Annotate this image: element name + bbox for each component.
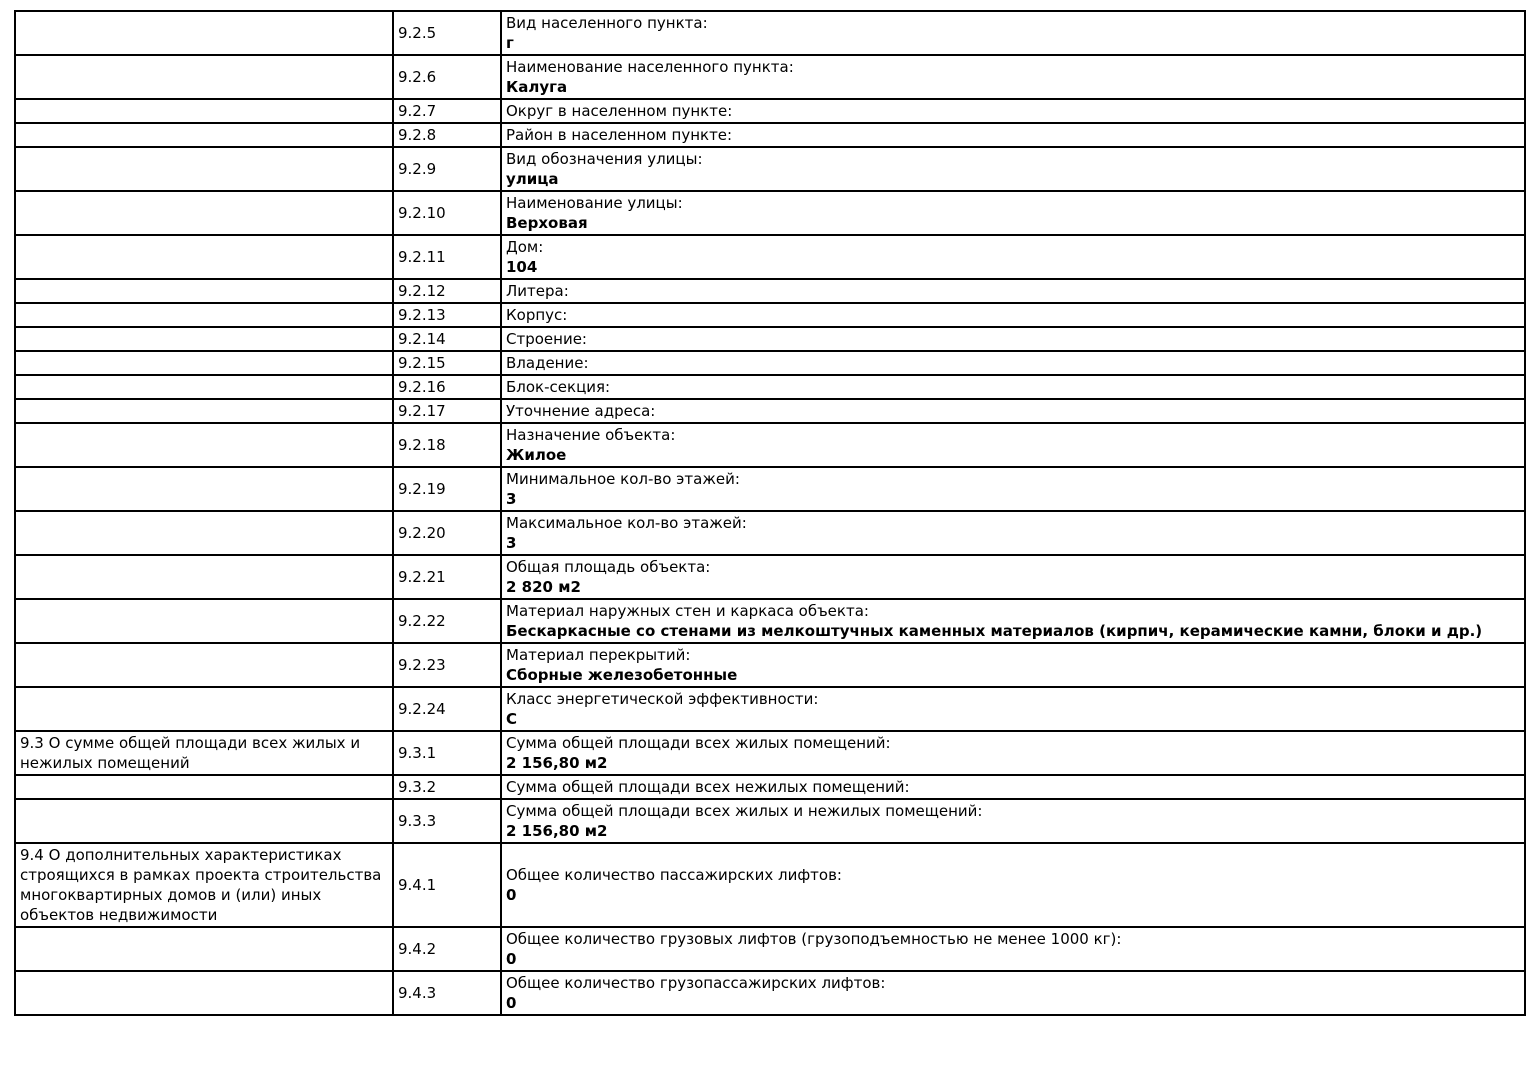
item-number-cell: 9.2.18	[393, 423, 501, 467]
item-number-cell: 9.2.22	[393, 599, 501, 643]
section-cell	[15, 351, 393, 375]
field-value: 3	[506, 534, 517, 552]
item-number-cell: 9.2.7	[393, 99, 501, 123]
item-number-cell: 9.2.17	[393, 399, 501, 423]
section-cell	[15, 511, 393, 555]
field-cell	[501, 123, 1525, 147]
field-value: г	[506, 34, 514, 52]
table-row	[15, 191, 1525, 235]
table-row	[15, 423, 1525, 467]
field-cell	[501, 555, 1525, 599]
field-label: Вид населенного пункта:	[506, 14, 708, 32]
table-row	[15, 799, 1525, 843]
section-cell	[15, 11, 393, 55]
field-cell	[501, 191, 1525, 235]
table-row	[15, 775, 1525, 799]
table-body	[15, 11, 1525, 1015]
table-row	[15, 123, 1525, 147]
field-label: Блок-секция:	[506, 378, 611, 396]
field-cell	[501, 147, 1525, 191]
section-cell	[15, 799, 393, 843]
item-number-cell: 9.3.1	[393, 731, 501, 775]
field-cell	[501, 327, 1525, 351]
section-cell	[15, 599, 393, 643]
field-value: Верховая	[506, 214, 588, 232]
field-cell	[501, 423, 1525, 467]
field-label: Общее количество пассажирских лифтов:	[506, 866, 842, 884]
field-label: Материал перекрытий:	[506, 646, 691, 664]
field-cell	[501, 731, 1525, 775]
field-cell	[501, 11, 1525, 55]
section-cell	[15, 99, 393, 123]
field-cell	[501, 843, 1525, 927]
table-row	[15, 351, 1525, 375]
item-number-cell: 9.2.8	[393, 123, 501, 147]
table-row	[15, 235, 1525, 279]
table-row	[15, 11, 1525, 55]
section-cell	[15, 423, 393, 467]
section-cell	[15, 147, 393, 191]
field-label: Вид обозначения улицы:	[506, 150, 703, 168]
item-number-cell: 9.2.12	[393, 279, 501, 303]
field-value: Бескаркасные со стенами из мелкоштучных каменных материалов (кирпич, керамические камни, блоки и др.)	[506, 622, 1483, 640]
item-number-cell: 9.3.2	[393, 775, 501, 799]
field-label: Наименование населенного пункта:	[506, 58, 794, 76]
table-row	[15, 643, 1525, 687]
section-cell	[15, 375, 393, 399]
field-cell	[501, 775, 1525, 799]
field-label: Общее количество грузопассажирских лифтов:	[506, 974, 886, 992]
declaration-table	[14, 10, 1526, 1016]
table-row	[15, 99, 1525, 123]
field-label: Назначение объекта:	[506, 426, 676, 444]
item-number-cell: 9.2.15	[393, 351, 501, 375]
field-label: Наименование улицы:	[506, 194, 683, 212]
field-cell	[501, 55, 1525, 99]
field-value: 0	[506, 950, 517, 968]
item-number-cell: 9.2.10	[393, 191, 501, 235]
field-label: Корпус:	[506, 306, 568, 324]
field-label: Общая площадь объекта:	[506, 558, 711, 576]
item-number-cell: 9.2.13	[393, 303, 501, 327]
field-cell	[501, 375, 1525, 399]
table-row	[15, 731, 1525, 775]
field-label: Округ в населенном пункте:	[506, 102, 733, 120]
section-cell	[15, 643, 393, 687]
section-cell: 9.4 О дополнительных характеристиках строящихся в рамках проекта строительства многоквартирных домов и (или) иных объектов недвижимости	[15, 843, 393, 927]
section-cell	[15, 467, 393, 511]
field-cell	[501, 351, 1525, 375]
field-value: Калуга	[506, 78, 568, 96]
item-number-cell: 9.3.3	[393, 799, 501, 843]
field-label: Строение:	[506, 330, 587, 348]
item-number-cell: 9.2.14	[393, 327, 501, 351]
field-cell	[501, 279, 1525, 303]
field-label: Район в населенном пункте:	[506, 126, 733, 144]
section-cell	[15, 399, 393, 423]
field-label: Общее количество грузовых лифтов (грузоподъемностью не менее 1000 кг):	[506, 930, 1122, 948]
field-cell	[501, 971, 1525, 1015]
section-cell: 9.3 О сумме общей площади всех жилых и нежилых помещений	[15, 731, 393, 775]
table-row	[15, 687, 1525, 731]
field-cell	[501, 511, 1525, 555]
item-number-cell: 9.2.24	[393, 687, 501, 731]
item-number-cell: 9.2.19	[393, 467, 501, 511]
table-row	[15, 599, 1525, 643]
field-value: 0	[506, 994, 517, 1012]
field-label: Материал наружных стен и каркаса объекта:	[506, 602, 869, 620]
field-cell	[501, 643, 1525, 687]
table-row	[15, 327, 1525, 351]
table-row	[15, 511, 1525, 555]
table-row	[15, 375, 1525, 399]
field-label: Минимальное кол-во этажей:	[506, 470, 740, 488]
item-number-cell: 9.2.9	[393, 147, 501, 191]
item-number-cell: 9.2.16	[393, 375, 501, 399]
item-number-cell: 9.4.3	[393, 971, 501, 1015]
field-cell	[501, 599, 1525, 643]
section-cell	[15, 279, 393, 303]
field-value: С	[506, 710, 518, 728]
field-cell	[501, 235, 1525, 279]
table-row	[15, 279, 1525, 303]
section-cell	[15, 555, 393, 599]
section-cell	[15, 775, 393, 799]
section-cell	[15, 971, 393, 1015]
section-cell	[15, 327, 393, 351]
field-label: Владение:	[506, 354, 589, 372]
field-label: Дом:	[506, 238, 544, 256]
field-value: 0	[506, 886, 517, 904]
table-row	[15, 303, 1525, 327]
field-value: 104	[506, 258, 538, 276]
field-label: Уточнение адреса:	[506, 402, 656, 420]
section-cell	[15, 235, 393, 279]
field-value: 2 156,80 м2	[506, 754, 608, 772]
table-row	[15, 147, 1525, 191]
item-number-cell: 9.2.5	[393, 11, 501, 55]
section-cell	[15, 303, 393, 327]
field-value: Жилое	[506, 446, 567, 464]
field-label: Сумма общей площади всех жилых помещений:	[506, 734, 891, 752]
section-cell	[15, 123, 393, 147]
table-row	[15, 55, 1525, 99]
field-cell	[501, 799, 1525, 843]
field-value: Сборные железобетонные	[506, 666, 738, 684]
item-number-cell: 9.2.21	[393, 555, 501, 599]
section-cell	[15, 687, 393, 731]
field-label: Класс энергетической эффективности:	[506, 690, 819, 708]
table-row	[15, 467, 1525, 511]
field-value: 2 156,80 м2	[506, 822, 608, 840]
table-row	[15, 843, 1525, 927]
item-number-cell: 9.2.23	[393, 643, 501, 687]
field-cell	[501, 687, 1525, 731]
table-row	[15, 399, 1525, 423]
field-value: 3	[506, 490, 517, 508]
field-label: Литера:	[506, 282, 569, 300]
table-row	[15, 927, 1525, 971]
field-cell	[501, 927, 1525, 971]
section-cell	[15, 191, 393, 235]
item-number-cell: 9.2.6	[393, 55, 501, 99]
field-label: Сумма общей площади всех нежилых помещений:	[506, 778, 910, 796]
item-number-cell: 9.4.2	[393, 927, 501, 971]
field-label: Максимальное кол-во этажей:	[506, 514, 747, 532]
section-cell	[15, 55, 393, 99]
table-row	[15, 555, 1525, 599]
field-cell	[501, 399, 1525, 423]
field-cell	[501, 99, 1525, 123]
field-cell	[501, 467, 1525, 511]
table-row	[15, 971, 1525, 1015]
item-number-cell: 9.4.1	[393, 843, 501, 927]
field-label: Сумма общей площади всех жилых и нежилых помещений:	[506, 802, 983, 820]
field-value: 2 820 м2	[506, 578, 581, 596]
field-cell	[501, 303, 1525, 327]
field-value: улица	[506, 170, 559, 188]
section-cell	[15, 927, 393, 971]
item-number-cell: 9.2.11	[393, 235, 501, 279]
item-number-cell: 9.2.20	[393, 511, 501, 555]
